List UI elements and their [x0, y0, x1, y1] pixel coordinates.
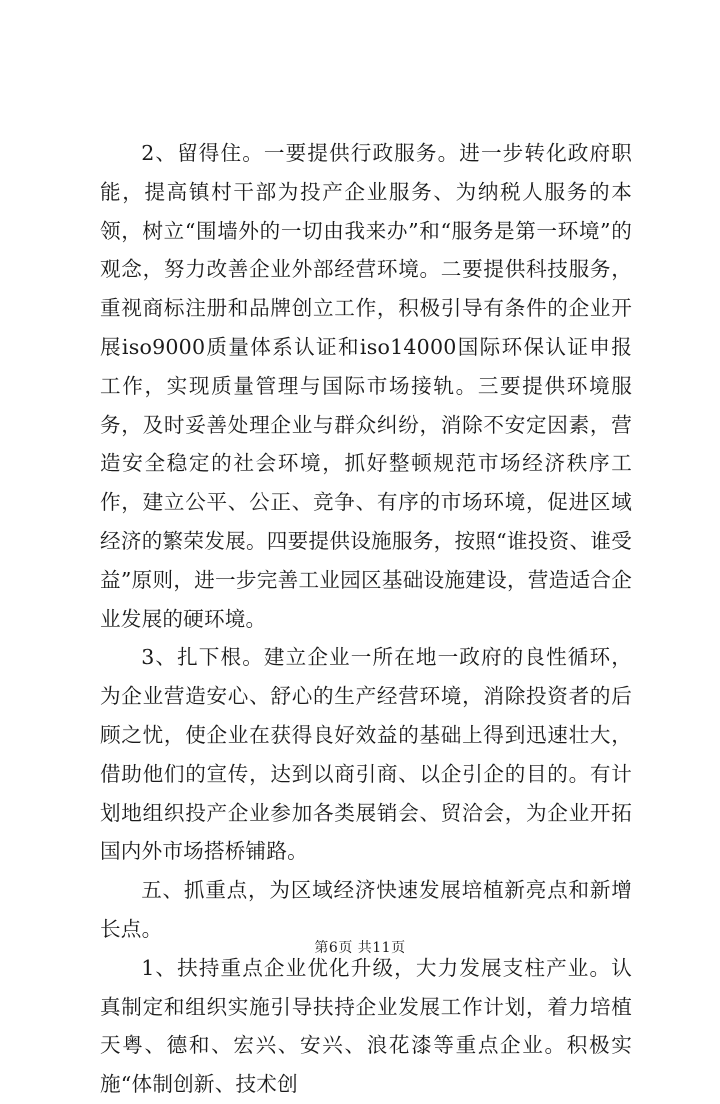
section-heading-five: 五、抓重点，为区域经济快速发展培植新亮点和新增长点。	[100, 878, 632, 941]
page-number-footer: 第6页 共11页	[314, 940, 406, 956]
paragraph-take-root: 3、扎下根。建立企业一所在地一政府的良性循环，为企业营造安心、舒心的生产经营环境，消除投资者的后顾之忧，使企业在获得良好效益的基础上得到迅速壮大，借助他们的宣传，达到以商引商、以企引企的目的。有计划地组织投产企业参加各类展销会、贸洽会，为企业开拓国内外市场搭桥铺路。	[100, 645, 632, 864]
paragraph-support-key-enterprises: 1、扶持重点企业优化升级，大力发展支柱产业。认真制定和组织实施引导扶持企业发展工作计划，着力培植天粤、德和、宏兴、安兴、浪花漆等重点企业。积极实施“体制创新、技术创	[100, 955, 632, 1097]
paragraph-retain: 2、留得住。一要提供行政服务。进一步转化政府职能，提高镇村干部为投产企业服务、为纳税人服务的本领，树立“围墙外的一切由我来办”和“服务是第一环境”的观念，努力改善企业外部经营环境。二要提供科技服务，重视商标注册和品牌创立工作，积极引导有条件的企业开展iso9000质量体系认证和iso14000国际环保认证申报工作，实现质量管理与国际市场接轨。三要提供环境服务，及时妥善处理企业与群众纠纷，消除不安定因素，营造安全稳定的社会环境，抓好整顿规范市场经济秩序工作，建立公平、公正、竞争、有序的市场环境，促进区域经济的繁荣发展。四要提供设施服务，按照“谁投资、谁受益”原则，进一步完善工业园区基础设施建设，营造适合企业发展的硬环境。	[100, 141, 632, 631]
document-body	[100, 134, 632, 1104]
